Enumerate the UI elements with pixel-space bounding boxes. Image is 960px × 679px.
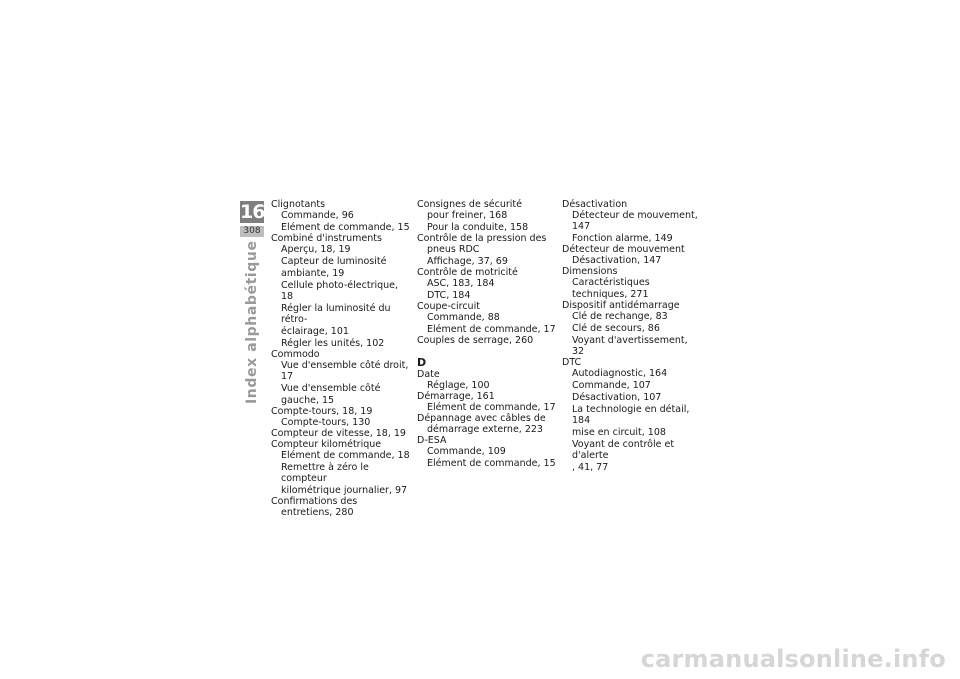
- index-subentry: Aperçu, 18, 19: [281, 244, 351, 255]
- index-term: Confirmations des: [271, 496, 358, 507]
- index-subentry: Cellule photo-électrique, 18: [281, 280, 399, 302]
- index-subentry: Caractéristiques: [572, 277, 650, 288]
- index-subentry: Commande, 107: [572, 380, 651, 391]
- index-term: Contrôle de motricité: [417, 267, 518, 278]
- index-subentries: [417, 210, 557, 233]
- index-subentry: Voyant de contrôle et d'alerte: [572, 439, 675, 461]
- index-subentry: ASC, 183, 184: [427, 278, 495, 289]
- chapter-tab: [240, 201, 264, 237]
- index-term: Dispositif antidémarrage: [562, 300, 680, 311]
- index-subentries: [417, 244, 557, 267]
- index-term: Couples de serrage, 260: [417, 335, 534, 346]
- index-subentries: [271, 507, 411, 518]
- index-subentry: Commande, 96: [281, 210, 354, 221]
- index-subentry: Capteur de luminosité: [281, 256, 387, 267]
- index-subentry: Clé de secours, 86: [572, 323, 660, 334]
- index-subentry: Elément de commande, 15: [281, 222, 410, 233]
- index-subentries: [562, 210, 702, 244]
- index-subentry: Pour la conduite, 158: [427, 222, 529, 233]
- index-subentry: éclairage, 101: [281, 326, 349, 337]
- index-subentry: techniques, 271: [572, 289, 649, 300]
- index-subentry: ambiante, 19: [281, 268, 345, 279]
- index-subentry: Voyant d'avertissement, 32: [572, 335, 688, 357]
- index-subentries: [417, 446, 557, 469]
- index-subentry: pour freiner, 168: [427, 210, 508, 221]
- index-term: Commodo: [271, 349, 320, 360]
- index-term: Combiné d'instruments: [271, 233, 382, 244]
- index-subentry: Elément de commande, 17: [427, 324, 556, 335]
- index-subentry: Elément de commande, 17: [427, 402, 556, 413]
- index-subentry: , 41, 77: [572, 462, 609, 473]
- index-subentry: mise en circuit, 108: [572, 427, 666, 438]
- index-term: Compte-tours, 18, 19: [271, 406, 373, 417]
- index-subentry: démarrage externe, 223: [427, 424, 543, 435]
- index-subentries: [562, 311, 702, 357]
- index-subentry: Régler la luminosité du rétro-: [281, 303, 391, 325]
- index-subentries: [417, 402, 557, 413]
- section-title: Index alphabétique: [244, 240, 260, 404]
- index-subentry: Autodiagnostic, 164: [572, 368, 668, 379]
- index-term: Date: [417, 369, 440, 380]
- index-subentries: [562, 277, 702, 300]
- index-subentry: Régler les unités, 102: [281, 338, 385, 349]
- index-subentries: [562, 255, 702, 266]
- index-subentry: Fonction alarme, 149: [572, 233, 673, 244]
- index-subentries: [562, 368, 702, 473]
- index-subentry: Vue d'ensemble côté droit, 17: [281, 360, 409, 382]
- index-term: Démarrage, 161: [417, 391, 495, 402]
- index-column-3: [562, 199, 702, 473]
- index-term: DTC: [562, 357, 582, 368]
- index-subentry: entretiens, 280: [281, 507, 354, 518]
- chapter-number: 16: [240, 201, 265, 223]
- index-term: Clignotants: [271, 199, 326, 210]
- index-subentries: [271, 450, 411, 496]
- watermark: carmanualsonline.info: [640, 645, 946, 673]
- index-subentry: Affichage, 37, 69: [427, 256, 508, 267]
- index-subentry: Réglage, 100: [427, 380, 490, 391]
- index-subentry: Elément de commande, 18: [281, 450, 410, 461]
- index-subentry: Remettre à zéro le compteur: [281, 462, 369, 484]
- index-term: Dimensions: [562, 266, 618, 277]
- index-subentries: [271, 417, 411, 428]
- index-subentries: [417, 424, 557, 435]
- index-term: Compteur de vitesse, 18, 19: [271, 428, 406, 439]
- index-subentry: Détecteur de mouvement, 147: [572, 210, 698, 232]
- index-subentry: kilométrique journalier, 97: [281, 485, 408, 496]
- index-subentry: Compte-tours, 130: [281, 417, 371, 428]
- index-subentries: [271, 210, 411, 233]
- index-subentry: Commande, 109: [427, 446, 506, 457]
- index-term: D-ESA: [417, 435, 447, 446]
- index-subentry: Désactivation, 107: [572, 392, 662, 403]
- index-column-2: [417, 199, 557, 469]
- index-subentry: Clé de rechange, 83: [572, 311, 668, 322]
- index-subentry: gauche, 15: [281, 395, 335, 406]
- index-term: Dépannage avec câbles de: [417, 413, 546, 424]
- index-subentry: pneus RDC: [427, 244, 480, 255]
- index-subentry: Vue d'ensemble côté: [281, 383, 381, 394]
- index-subentry: Désactivation, 147: [572, 255, 662, 266]
- index-letter-heading: D: [417, 356, 427, 369]
- index-subentries: [417, 312, 557, 335]
- index-subentry: Commande, 88: [427, 312, 500, 323]
- index-term: Désactivation: [562, 199, 628, 210]
- index-subentries: [271, 360, 411, 406]
- index-subentries: [417, 380, 557, 391]
- index-subentries: [417, 278, 557, 301]
- page-number: 308: [240, 226, 264, 237]
- index-column-1: [271, 199, 411, 518]
- index-subentry: La technologie en détail, 184: [572, 404, 690, 426]
- index-term: Contrôle de la pression des: [417, 233, 547, 244]
- index-subentry: DTC, 184: [427, 290, 471, 301]
- index-subentries: [271, 244, 411, 349]
- index-subentry: Elément de commande, 15: [427, 458, 556, 469]
- index-term: Compteur kilométrique: [271, 439, 382, 450]
- index-term: Coupe-circuit: [417, 301, 480, 312]
- index-term: Consignes de sécurité: [417, 199, 522, 210]
- index-term: Détecteur de mouvement: [562, 244, 685, 255]
